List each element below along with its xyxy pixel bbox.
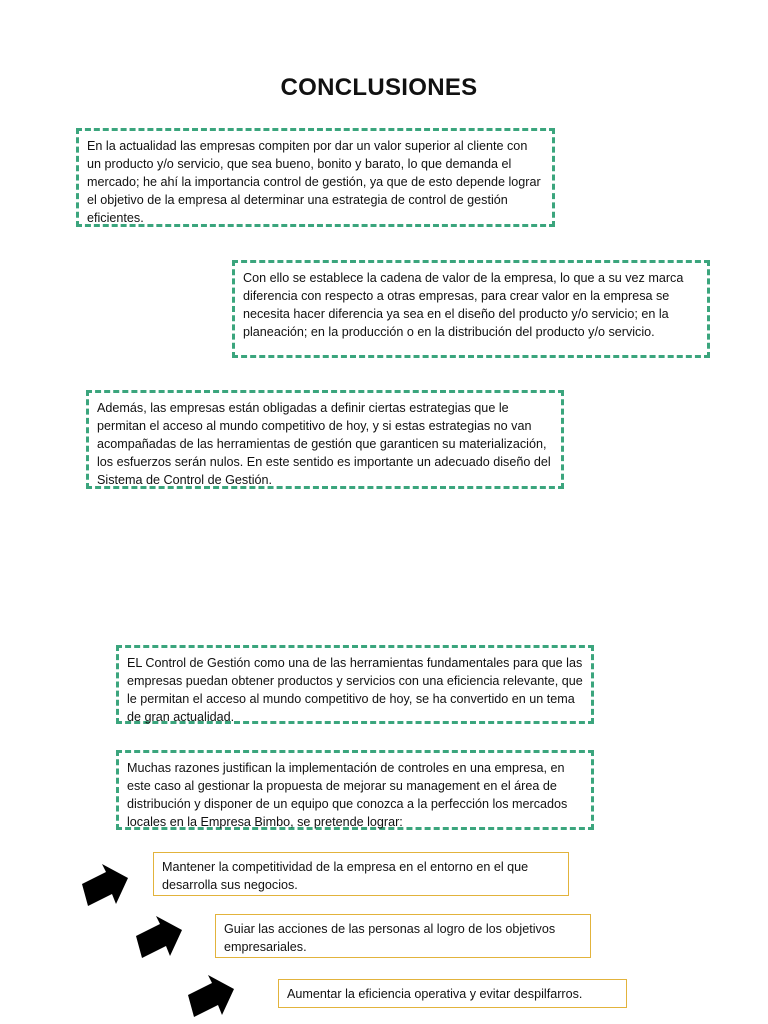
conclusion-paragraph-2: Con ello se establece la cadena de valor de la empresa, lo que a su vez marca diferencia con respecto a otras empresas, para crear valor en la empresa se necesita hacer diferencia ya sea en el diseño del producto y/o servicio; en la planeación; en la producción o en la distribución del producto y/o servicio.: [232, 260, 710, 358]
objective-item-1: Mantener la competitividad de la empresa en el entorno en el que desarrolla sus negocios.: [153, 852, 569, 896]
right-arrow-icon: [186, 975, 236, 1017]
conclusion-paragraph-1: En la actualidad las empresas compiten por dar un valor superior al cliente con un producto y/o servicio, que sea bueno, bonito y barato, lo que demanda el mercado; he ahí la importancia control de gestión, ya que de esto depende lograr el objetivo de la empresa al determinar una estrategia de control de gestión eficientes.: [76, 128, 555, 227]
objective-item-3: Aumentar la eficiencia operativa y evitar despilfarros.: [278, 979, 627, 1008]
conclusion-paragraph-4: EL Control de Gestión como una de las herramientas fundamentales para que las empresas puedan obtener productos y servicios con una eficiencia relevante, que le permitan el acceso al mundo competitivo de hoy, se ha convertido en un tema de gran actualidad.: [116, 645, 594, 724]
right-arrow-icon: [134, 916, 184, 958]
conclusion-paragraph-5: Muchas razones justifican la implementación de controles en una empresa, en este caso al gestionar la propuesta de mejorar su management en el área de distribución y disponer de un equipo que conozca a la perfección los mercados locales en la Empresa Bimbo, se pretende lograr:: [116, 750, 594, 830]
conclusion-paragraph-3: Además, las empresas están obligadas a definir ciertas estrategias que le permitan el acceso al mundo competitivo de hoy, y si estas estrategias no van acompañadas de las herramientas de gestión que garanticen su materialización, los esfuerzos serán nulos. En este sentido es importante un adecuado diseño del Sistema de Control de Gestión.: [86, 390, 564, 489]
right-arrow-icon: [80, 864, 130, 906]
page-title: CONCLUSIONES: [280, 74, 478, 101]
objective-item-2: Guiar las acciones de las personas al logro de los objetivos empresariales.: [215, 914, 591, 958]
